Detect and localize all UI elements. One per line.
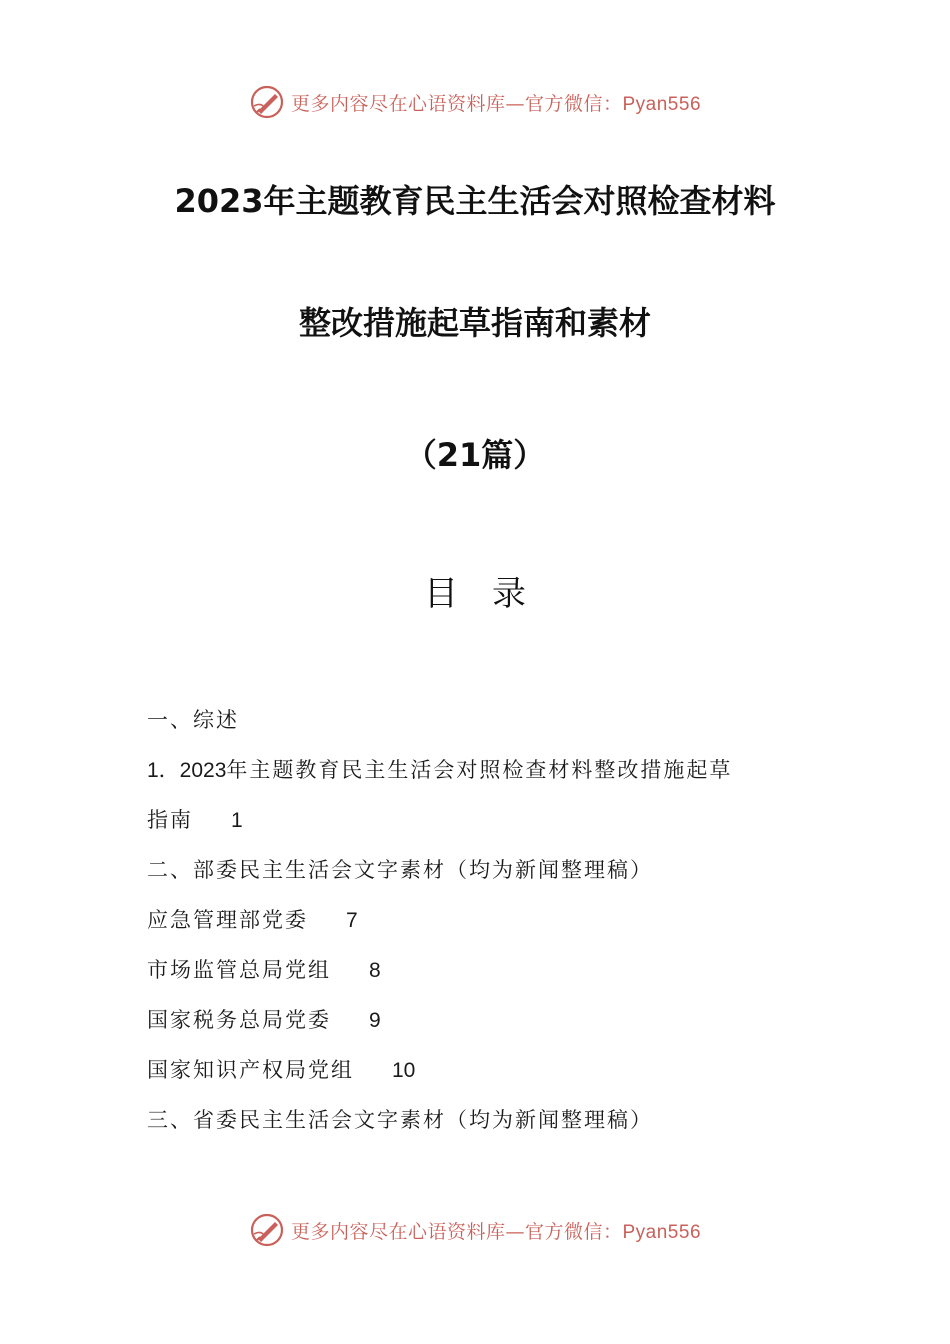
toc-item-text: 应急管理部党委 <box>147 908 308 932</box>
toc-item <box>147 750 827 800</box>
toc-item <box>147 1000 827 1050</box>
watermark-id: Pyan556 <box>622 93 702 115</box>
footer-watermark <box>0 1212 950 1248</box>
toc-item-text: 年主题教育民主生活会对照检查材料整改措施起草 <box>226 758 733 782</box>
header-watermark <box>0 84 950 120</box>
document-title-line-1: 2023年主题教育民主生活会对照检查材料 <box>174 182 776 220</box>
toc-item <box>147 1050 827 1100</box>
toc-item <box>147 900 827 950</box>
toc-item-text: 市场监管总局党组 <box>147 958 331 982</box>
watermark-text: 更多内容尽在心语资料库—官方微信： <box>290 92 623 115</box>
toc-item-text: 二、部委民主生活会文字素材（均为新闻整理稿） <box>147 858 653 882</box>
toc-item-text: 指南 <box>147 808 193 832</box>
toc-item <box>147 800 827 850</box>
toc-item <box>147 850 827 900</box>
toc-item-text: 国家税务总局党委 <box>147 1008 331 1032</box>
toc-item-page: 1 <box>231 809 243 832</box>
document-title-line-2: 整改措施起草指南和素材 <box>298 304 651 342</box>
toc-item-page: 8 <box>369 959 381 982</box>
toc-item <box>147 1100 827 1150</box>
watermark-text: 更多内容尽在心语资料库—官方微信： <box>290 1220 623 1243</box>
toc-item-page: 9 <box>369 1009 381 1032</box>
toc-item-number: 1．2023 <box>147 759 227 782</box>
quill-pen-icon <box>249 84 285 120</box>
toc-item-page: 7 <box>346 909 358 932</box>
quill-pen-icon <box>249 1212 285 1248</box>
toc-item <box>147 700 827 750</box>
document-title-line-3: （21篇） <box>404 436 546 474</box>
toc-heading: 目录 <box>424 574 560 614</box>
toc-item-text: 三、省委民主生活会文字素材（均为新闻整理稿） <box>147 1108 653 1132</box>
toc-item <box>147 950 827 1000</box>
toc-item-text: 一、综述 <box>147 708 239 732</box>
watermark-id: Pyan556 <box>622 1221 702 1243</box>
toc-item-text: 国家知识产权局党组 <box>147 1058 354 1082</box>
toc-item-page: 10 <box>392 1059 416 1082</box>
table-of-contents <box>147 700 827 1150</box>
